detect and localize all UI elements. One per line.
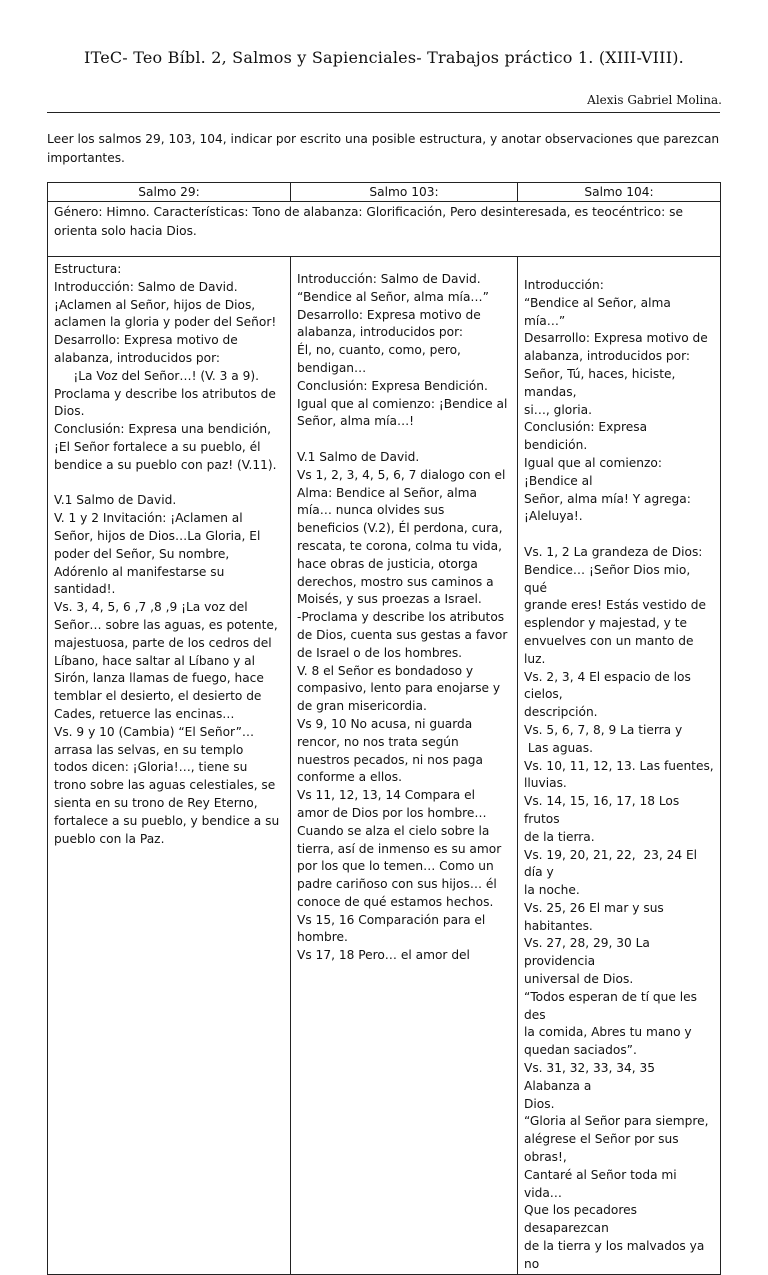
document-title: ITeC- Teo Bíbl. 2, Salmos y Sapienciales- Trabajos práctico 1. (XIII-VIII). (84, 48, 684, 67)
salmo-29-analysis-cell (48, 257, 291, 1275)
header-salmo-104: Salmo 104: (518, 183, 721, 202)
salmo-104-analysis-cell (518, 257, 721, 1275)
header-salmo-29: Salmo 29: (48, 183, 291, 202)
genre-row (48, 202, 721, 257)
author-name: Alexis Gabriel Molina. (587, 93, 722, 107)
assignment-instructions: Leer los salmos 29, 103, 104, indicar por escrito una posible estructura, y anotar observaciones que parezcan importantes. (47, 132, 720, 165)
salmo-103-analysis-cell (291, 257, 518, 1275)
table-header-row (48, 183, 721, 202)
salmo-104-analysis-text: Introducción: “Bendice al Señor, alma mía…” Desarrollo: Expresa motivo de alabanza, introducidos por: Señor, Tú, haces, hiciste, mandas, si…, gloria. Conclusión: Expresa bendición. Igual que al comienzo: ¡Bendice al Señor, alma mía! Y agrega: ¡Aleluya!. Vs. 1, 2 La grandeza de Dios: Bendice… ¡Señor Dios mio, qué grande eres! Estás vestido de esplendor y majestad, y te envuelves con un manto de luz. Vs. 2, 3, 4 El espacio de los cielos, descripción. Vs. 5, 6, 7, 8, 9 La tierra y Las aguas. Vs. 10, 11, 12, 13. Las fuentes, lluvias. Vs. 14, 15, 16, 17, 18 Los frutos de la tierra. Vs. 19, 20, 21, 22, 23, 24 El día y la noche. Vs. 25, 26 El mar y sus habitantes. Vs. 27, 28, 29, 30 La providencia universal de Dios. “Todos esperan de tí que les des la comida, Abres tu mano y quedan saciados”. Vs. 31, 32, 33, 34, 35 Alabanza a Dios. “Gloria al Señor para siempre, alégrese el Señor por sus obras!, Cantaré al Señor toda mi vida… Que los pecadores desaparezcan de la tierra y los malvados ya no (524, 278, 714, 1271)
header-divider (47, 112, 720, 113)
genre-cell: Género: Himno. Características: Tono de alabanza: Glorificación, Pero desinteresada, es teocéntrico: se orienta solo hacia Dios. (48, 202, 721, 257)
psalms-comparison-table (47, 182, 721, 1275)
salmo-29-analysis-text: Estructura: Introducción: Salmo de David. ¡Aclamen al Señor, hijos de Dios, aclamen la gloria y poder del Señor! Desarrollo: Expresa motivo de alabanza, introducidos por: ¡La Voz del Señor…! (V. 3 a 9). Proclama y describe los atributos de Dios. Conclusión: Expresa una bendición, ¡El Señor fortalece a su pueblo, él bendice a su pueblo con paz! (V.11). V.1 Salmo de David. V. 1 y 2 Invitación: ¡Aclamen al Señor, hijos de Dios…La Gloria, El poder del Señor, Su nombre, Adórenlo al manifestarse su santidad!. Vs. 3, 4, 5, 6 ,7 ,8 ,9 ¡La voz del Señor… sobre las aguas, es potente, majestuosa, parte de los cedros del Líbano, hace saltar al Líbano y al Sirón, lanza llamas de fuego, hace temblar el desierto, el desierto de Cades, retuerce las encinas… Vs. 9 y 10 (Cambia) “El Señor”… arrasa las selvas, en su templo todos dicen: ¡Gloria!…, tiene su trono sobre las aguas celestiales, se sienta en su trono de Rey Eterno, fortalece a su pueblo, y bendice a su pueblo con la Paz. (54, 262, 280, 846)
salmo-103-analysis-text: Introducción: Salmo de David. “Bendice al Señor, alma mía…” Desarrollo: Expresa motivo de alabanza, introducidos por: Él, no, cuanto, como, pero, bendigan… Conclusión: Expresa Bendición. Igual que al comienzo: ¡Bendice al Señor, alma mía…! V.1 Salmo de David. Vs 1, 2, 3, 4, 5, 6, 7 dialogo con el Alma: Bendice al Señor, alma mía… nunca olvides sus beneficios (V.2), Él perdona, cura, rescata, te corona, colma tu vida, hace obras de justicia, otorga derechos, mostro sus caminos a Moisés, y sus proezas a Israel. -Proclama y describe los atributos de Dios, cuenta sus gestas a favor de Israel o de los hombres. V. 8 el Señor es bondadoso y compasivo, lento para enojarse y de gran misericordia. Vs 9, 10 No acusa, ni guarda rencor, no nos trata según nuestros pecados, ni nos paga conforme a ellos. Vs 11, 12, 13, 14 Compara el amor de Dios por los hombre… Cuando se alza el cielo sobre la tierra, así de inmenso es su amor por los que lo temen… Como un padre cariñoso con sus hijos… él conoce de qué estamos hechos. Vs 15, 16 Comparación para el hombre. Vs 17, 18 Pero… el amor del (297, 272, 508, 963)
analysis-row (48, 257, 721, 1275)
header-salmo-103: Salmo 103: (291, 183, 518, 202)
